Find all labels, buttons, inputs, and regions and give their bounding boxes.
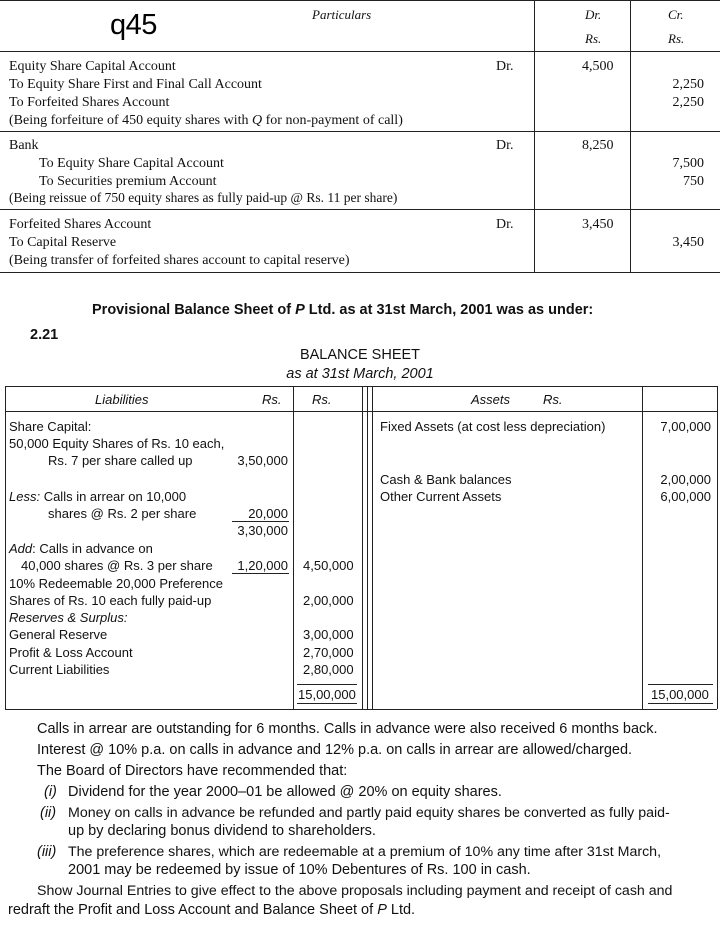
entry1-cr-amount-1: 2,250 [672, 77, 704, 92]
heading-company: P [295, 302, 305, 318]
bs-rs-header-1: Rs. [262, 392, 282, 407]
final2-company: P [377, 902, 387, 918]
bs-col-divider-3 [367, 386, 368, 709]
liab-total-rule [297, 684, 357, 685]
item-i-text: Dividend for the year 2000–01 be allowed @ 20% on equity shares. [68, 784, 502, 800]
general-reserve-amount: 3,00,000 [303, 627, 354, 642]
fixed-assets-amount: 7,00,000 [660, 419, 711, 434]
dr-header: Dr. [585, 7, 602, 22]
called-up-amount: 3,50,000 [237, 453, 288, 468]
less-calls-arrear-line-2: shares @ Rs. 2 per share [48, 506, 197, 521]
note-calls-outstanding: Calls in arrear are outstanding for 6 months. Calls in advance were also received 6 months back. [37, 721, 658, 737]
page-stamp: q45 [110, 9, 157, 41]
note-board: The Board of Directors have recommended that: [37, 763, 348, 779]
item-iii-text-1: The preference shares, which are redeemable at a premium of 10% any time after 31st March, [68, 844, 662, 860]
add-calls-advance-line [9, 540, 153, 557]
entry3-dr-mark: Dr. [496, 217, 514, 232]
less-calls-arrear-line [9, 488, 186, 505]
item-i-label: (i) [44, 784, 57, 800]
other-current-assets-label: Other Current Assets [380, 489, 502, 504]
less-label: Less: [9, 489, 41, 504]
bs-header-rule [5, 411, 717, 412]
bs-title: BALANCE SHEET [299, 347, 421, 363]
item-ii-text-2: up by declaring bonus dividend to shareholders. [68, 823, 376, 839]
reserves-label: Reserves & Surplus: [9, 610, 128, 625]
bs-col-divider-1 [293, 386, 294, 709]
cash-bank-amount: 2,00,000 [660, 472, 711, 487]
bs-subtitle: as at 31st March, 2001 [286, 366, 434, 382]
calls-advance-amount: 1,20,000 [237, 558, 288, 573]
bs-assets-header: Assets [471, 392, 511, 407]
heading-pre: Provisional Balance Sheet of [92, 302, 296, 318]
entry1-dr-amount: 4,500 [582, 59, 614, 74]
final2-post: Ltd. [386, 902, 416, 918]
entry1-debit-account: Equity Share Capital Account [9, 59, 176, 74]
share-capital-label: Share Capital: [9, 419, 92, 434]
other-current-assets-amount: 6,00,000 [660, 489, 711, 504]
equity-shares-line: 50,000 Equity Shares of Rs. 10 each, [9, 436, 225, 451]
fixed-assets-label: Fixed Assets (at cost less depreciation) [380, 419, 606, 434]
preference-line-1: 10% Redeemable 20,000 Preference [9, 576, 223, 591]
entry3-narration: (Being transfer of forfeited shares account to capital reserve) [9, 253, 350, 268]
entry2-credit-account-1: To Equity Share Capital Account [39, 156, 224, 171]
add-calls-advance-line-2: 40,000 shares @ Rs. 3 per share [21, 558, 213, 573]
entry2-debit-account: Bank [9, 138, 39, 153]
assets-total: 15,00,000 [651, 687, 709, 702]
bs-top-rule [5, 386, 717, 387]
current-liabilities-amount: 2,80,000 [303, 662, 354, 677]
pl-label: Profit & Loss Account [9, 645, 133, 660]
particulars-header: Particulars [312, 7, 372, 22]
entry1-cr-amount-2: 2,250 [672, 95, 704, 110]
entry3-debit-account: Forfeited Shares Account [9, 217, 152, 232]
calls-advance-underline [232, 573, 289, 574]
entry3-credit-account: To Capital Reserve [9, 235, 117, 250]
bs-col-divider-5 [642, 386, 643, 709]
bs-rs-header-2: Rs. [312, 392, 332, 407]
assets-total-rule [648, 684, 713, 685]
item-ii-text-1: Money on calls in advance be refunded and partly paid equity shares be converted as fully paid- [68, 805, 670, 821]
bs-col-divider-2 [362, 386, 363, 709]
bs-col-divider-4 [372, 386, 373, 709]
cr-unit: Rs. [668, 31, 685, 46]
called-up-line: Rs. 7 per share called up [48, 453, 193, 468]
general-reserve-label: General Reserve [9, 627, 108, 642]
add-label: Add [9, 541, 33, 556]
item-iii-label: (iii) [37, 844, 57, 860]
preference-amount: 2,00,000 [303, 593, 354, 608]
final2-pre: redraft the Profit and Loss Account and Balance Sheet of [8, 902, 378, 918]
entry1-narration-b: for non-payment of call) [262, 113, 403, 128]
current-liabilities-label: Current Liabilities [9, 662, 110, 677]
bs-liabilities-header: Liabilities [95, 392, 149, 407]
calls-arrear-amount: 20,000 [248, 506, 288, 521]
add-text: : Calls in advance on [32, 541, 153, 556]
bs-rs-header-3: Rs. [543, 392, 563, 407]
liabilities-total: 15,00,000 [298, 687, 356, 702]
entry3-dr-amount: 3,450 [582, 217, 614, 232]
entry2-credit-account-2: To Securities premium Account [39, 174, 217, 189]
item-iii-text-2: 2001 may be redeemed by issue of 10% Debentures of Rs. 100 in cash. [68, 862, 531, 878]
entry2-cr-amount-2: 750 [683, 174, 704, 189]
entry2-narration: (Being reissue of 750 equity shares as fully paid-up @ Rs. 11 per share) [9, 190, 398, 205]
item-ii-label: (ii) [40, 805, 57, 821]
entry2-dr-amount: 8,250 [582, 138, 614, 153]
heading-post: Ltd. as at 31st March, 2001 was as under: [304, 302, 594, 318]
liab-total-underline [297, 703, 357, 704]
entry1-dr-mark: Dr. [496, 59, 514, 74]
entry1-credit-account-1: To Equity Share First and Final Call Account [9, 77, 262, 92]
entry3-cr-amount: 3,450 [672, 235, 704, 250]
pl-amount: 2,70,000 [303, 645, 354, 660]
less-text: Calls in arrear on 10,000 [40, 489, 187, 504]
cr-header: Cr. [668, 7, 684, 22]
bs-bottom-rule [5, 709, 717, 710]
final-instruction-1: Show Journal Entries to give effect to the above proposals including payment and receipt of cash and [37, 883, 673, 899]
assets-total-underline [648, 703, 713, 704]
dr-unit: Rs. [585, 31, 602, 46]
preference-line-2: Shares of Rs. 10 each fully paid-up [9, 593, 212, 608]
entry2-dr-mark: Dr. [496, 138, 514, 153]
entry1-narration-a: (Being forfeiture of 450 equity shares with [9, 113, 252, 128]
entry1-narration-q: Q [252, 113, 263, 128]
entry2-cr-amount-1: 7,500 [672, 156, 704, 171]
problem-number: 2.21 [30, 327, 59, 343]
final-instruction-2 [8, 901, 415, 920]
subtotal-amount: 3,30,000 [237, 523, 288, 538]
equity-total-amount: 4,50,000 [303, 558, 354, 573]
cash-bank-label: Cash & Bank balances [380, 472, 512, 487]
note-interest: Interest @ 10% p.a. on calls in advance and 12% p.a. on calls in arrear are allowed/charged. [37, 742, 633, 758]
bs-right-border [717, 386, 718, 709]
entry1-credit-account-2: To Forfeited Shares Account [9, 95, 170, 110]
bs-left-border [5, 386, 6, 709]
